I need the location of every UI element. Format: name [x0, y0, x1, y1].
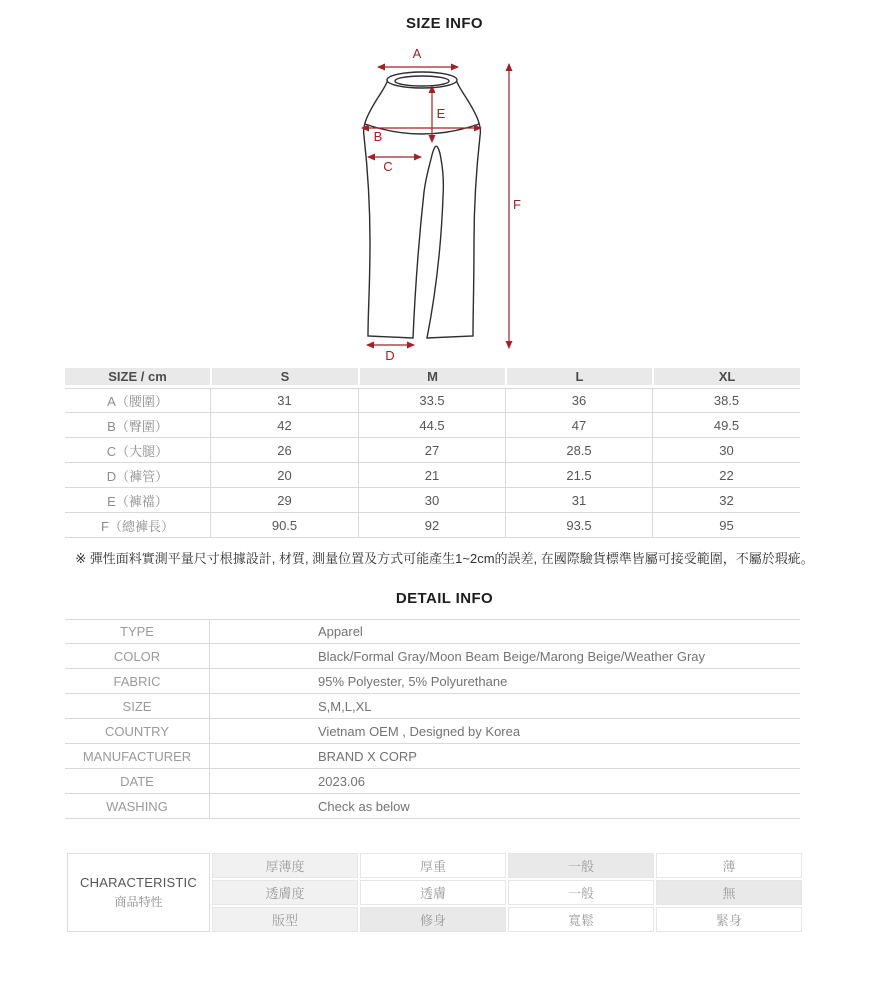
size-value-cell: 36 [505, 388, 652, 413]
label-c: C [383, 159, 393, 174]
size-table-row [65, 438, 800, 463]
detail-table-row [65, 719, 800, 744]
characteristic-option-cell: 厚重 [360, 853, 506, 878]
size-value-cell: 21.5 [505, 463, 652, 488]
detail-row-label: DATE [65, 769, 210, 794]
size-value-cell: 30 [358, 488, 505, 513]
size-value-cell: 27 [358, 438, 505, 463]
detail-row-value: BRAND X CORP [210, 744, 800, 769]
detail-row-label: WASHING [65, 794, 210, 819]
detail-table-row [65, 769, 800, 794]
size-col-header: XL [652, 368, 800, 388]
characteristic-table [65, 851, 804, 934]
size-table-row [65, 463, 800, 488]
pants-outline [364, 72, 481, 338]
size-table [65, 368, 800, 538]
label-a: A [412, 46, 422, 61]
detail-row-label: MANUFACTURER [65, 744, 210, 769]
size-row-label: F（總褲長） [65, 513, 210, 538]
size-table-row [65, 388, 800, 413]
size-value-cell: 33.5 [358, 388, 505, 413]
characteristic-attribute-cell: 厚薄度 [212, 853, 358, 878]
characteristic-option-cell: 薄 [656, 853, 802, 878]
characteristic-option-cell: 緊身 [656, 907, 802, 932]
size-value-cell: 93.5 [505, 513, 652, 538]
characteristic-title-zh: 商品特性 [114, 895, 163, 909]
detail-row-value: Black/Formal Gray/Moon Beam Beige/Marong Beige/Weather Gray [210, 644, 800, 669]
label-f: F [513, 197, 521, 212]
size-value-cell: 31 [505, 488, 652, 513]
size-row-label: A（腰圍） [65, 388, 210, 413]
detail-row-value: Check as below [210, 794, 800, 819]
detail-row-label: COUNTRY [65, 719, 210, 744]
characteristic-table-body [67, 853, 802, 932]
pants-measurement-diagram [0, 42, 889, 368]
label-d: D [385, 348, 395, 363]
detail-row-label: TYPE [65, 619, 210, 644]
characteristic-attribute-cell: 透膚度 [212, 880, 358, 905]
detail-row-value: Apparel [210, 619, 800, 644]
size-col-header: SIZE / cm [65, 368, 210, 388]
size-value-cell: 20 [210, 463, 358, 488]
size-col-header: M [358, 368, 505, 388]
pants-diagram-icon [330, 42, 560, 368]
size-value-cell: 26 [210, 438, 358, 463]
size-row-label: E（褲襠） [65, 488, 210, 513]
detail-row-value: 2023.06 [210, 769, 800, 794]
size-value-cell: 95 [652, 513, 800, 538]
detail-table-row [65, 694, 800, 719]
detail-row-label: COLOR [65, 644, 210, 669]
measure-labels [374, 46, 521, 363]
size-row-label: C（大腿） [65, 438, 210, 463]
size-value-cell: 42 [210, 413, 358, 438]
size-col-header: S [210, 368, 358, 388]
size-value-cell: 29 [210, 488, 358, 513]
characteristic-option-cell: 寬鬆 [508, 907, 654, 932]
size-row-label: B（臀圍） [65, 413, 210, 438]
detail-table-row [65, 669, 800, 694]
detail-row-value: S,M,L,XL [210, 694, 800, 719]
label-e: E [436, 106, 446, 121]
characteristic-row [67, 853, 802, 878]
size-value-cell: 90.5 [210, 513, 358, 538]
size-table-header-row [65, 368, 800, 388]
size-value-cell: 44.5 [358, 413, 505, 438]
size-value-cell: 47 [505, 413, 652, 438]
size-value-cell: 92 [358, 513, 505, 538]
detail-row-label: SIZE [65, 694, 210, 719]
detail-info-table [65, 619, 800, 819]
detail-row-label: FABRIC [65, 669, 210, 694]
size-value-cell: 49.5 [652, 413, 800, 438]
characteristic-option-cell: 透膚 [360, 880, 506, 905]
characteristic-option-selected: 一般 [508, 853, 654, 878]
size-table-row [65, 488, 800, 513]
characteristic-option-selected: 無 [656, 880, 802, 905]
size-value-cell: 38.5 [652, 388, 800, 413]
characteristic-title-en: CHARACTERISTIC [80, 875, 197, 890]
size-table-row [65, 413, 800, 438]
size-value-cell: 21 [358, 463, 505, 488]
characteristic-header-cell [67, 853, 210, 932]
size-value-cell: 28.5 [505, 438, 652, 463]
size-value-cell: 31 [210, 388, 358, 413]
size-value-cell: 32 [652, 488, 800, 513]
characteristic-option-selected: 修身 [360, 907, 506, 932]
characteristic-attribute-cell: 版型 [212, 907, 358, 932]
detail-table-row [65, 794, 800, 819]
size-info-title: SIZE INFO [406, 15, 483, 32]
size-table-row [65, 513, 800, 538]
size-value-cell: 22 [652, 463, 800, 488]
detail-table-row [65, 619, 800, 644]
size-value-cell: 30 [652, 438, 800, 463]
detail-info-title: DETAIL INFO [395, 590, 494, 607]
characteristic-option-cell: 一般 [508, 880, 654, 905]
measurement-note: ※ 彈性面料實測平量尺寸根據設計, 材質, 測量位置及方式可能產生1~2cm的誤差, 在國際驗貨標準皆屬可接受範圍，不屬於瑕疵。 [75, 551, 814, 566]
measure-arrows [362, 64, 509, 348]
detail-row-value: 95% Polyester, 5% Polyurethane [210, 669, 800, 694]
detail-row-value: Vietnam OEM , Designed by Korea [210, 719, 800, 744]
size-table-body [65, 388, 800, 538]
detail-table-body [65, 619, 800, 819]
label-b: B [373, 129, 383, 144]
detail-table-row [65, 744, 800, 769]
size-col-header: L [505, 368, 652, 388]
size-row-label: D（褲管） [65, 463, 210, 488]
detail-table-row [65, 644, 800, 669]
